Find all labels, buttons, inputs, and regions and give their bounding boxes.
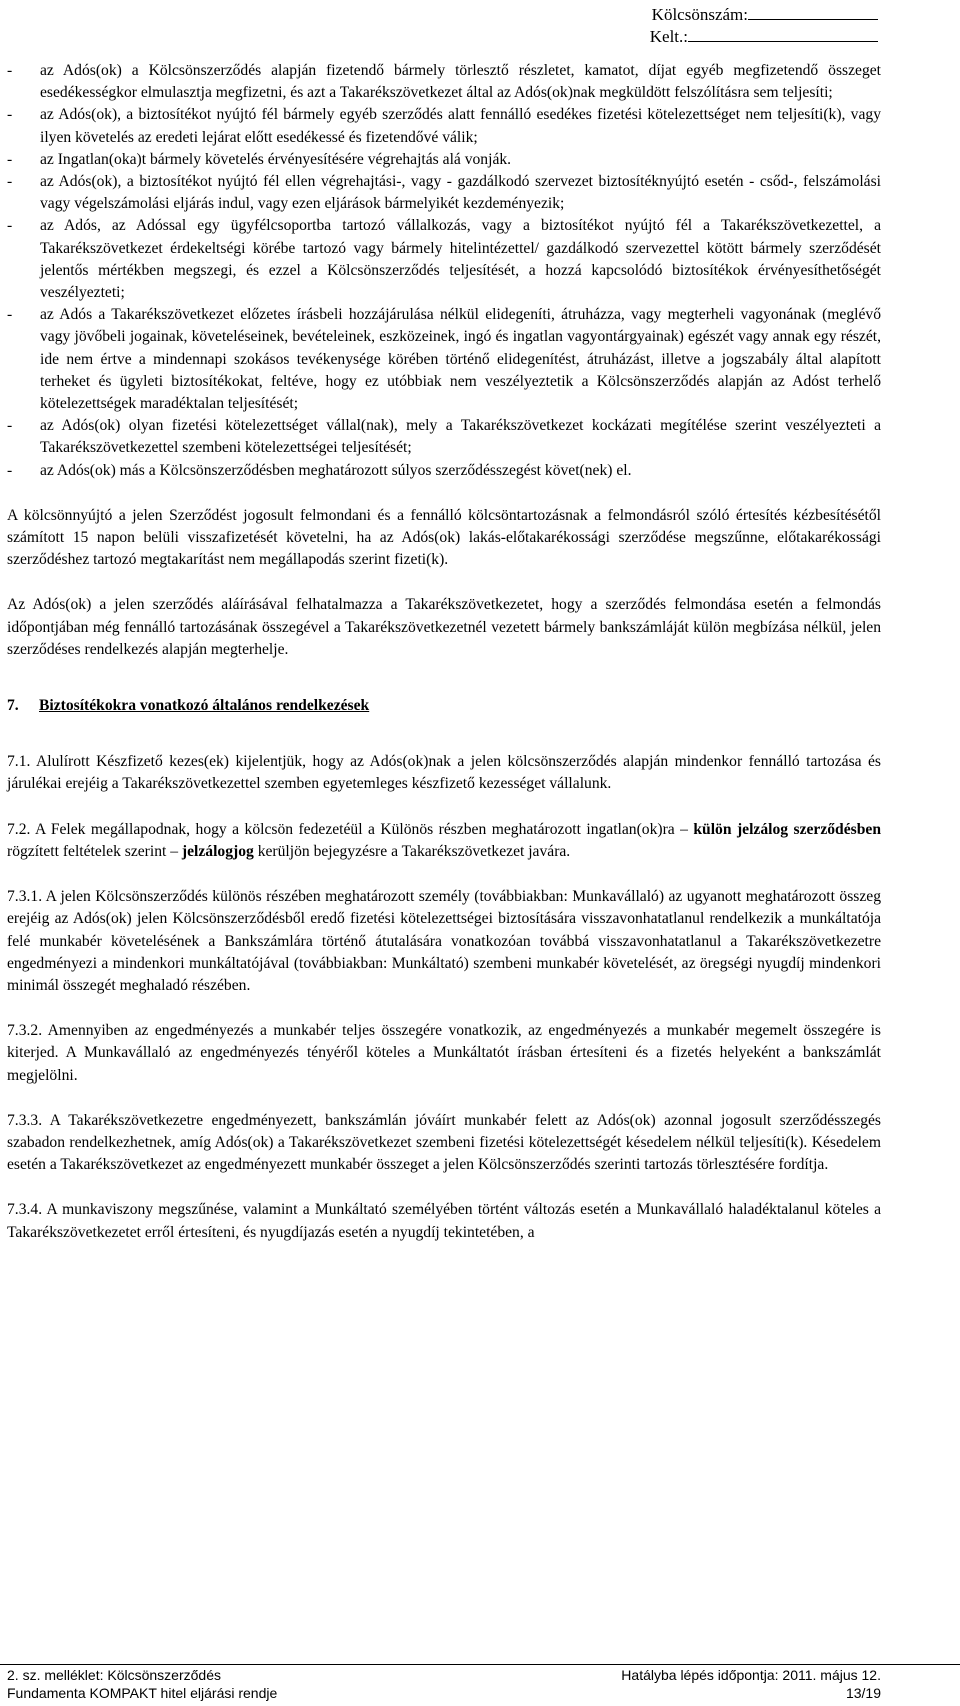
footer-document-title: Fundamenta KOMPAKT hitel eljárási rendje [7, 1685, 278, 1701]
paragraph-7-1: 7.1. Alulírott Készfizető kezes(ek) kijelentjük, hogy az Adós(ok)nak a jelen kölcsönszerződés alapján mindenkor fennálló tartozása és járulékai erejéig a Takarékszövetkezettel szemben egyetemleges készfizető kezességet vállalunk. [7, 753, 881, 793]
paragraph-7-3-2: 7.3.2. Amennyiben az engedményezés a munkabér teljes összegére vonatkozik, az engedményezés a munkabér megemelt összegére is kiterjed. A Munkavállaló az engedményezés tényéről köteles a Munkáltatót írásban értesíteni és a fizetés helyeként a bankszámlát megjelölni. [7, 1022, 881, 1084]
document-body [7, 60, 881, 1244]
footer-divider [0, 1664, 960, 1665]
section-number: 7. [7, 697, 19, 715]
list-item: - az Adós(ok) a Kölcsönszerződés alapján fizetendő bármely törlesztő részletet, kamatot, díjat egyéb megfizetendő összeget esedékességkor elmulasztja megfizetni, és azt a Takarékszövetkezet által az Adós(ok)nak megküldött felszólításra sem teljesíti; [7, 62, 881, 102]
footer-page-number: 13/19 [845, 1685, 881, 1701]
loan-number-blank[interactable] [748, 3, 878, 20]
paragraph-7-3-1: 7.3.1. A jelen Kölcsönszerződés különös részében meghatározott személy (továbbiakban: Munkavállaló) az ugyanott meghatározott összeg erejéig az Adós(ok) jelen Kölcsönszerződésből eredő fizetési kötelezettségei biztosítására visszavonhatatlanul rendelkezik a munkáltatója felé munkabér követelésének a Bankszámlára történő átutalására vonatkozóan továbbá visszavonhatatlanul a Takarékszövetkezetre engedményezi a mindenkori munkáltatójával (továbbiakban: Munkáltató) szembeni munkabér követelését, az öregségi nyugdíj mindenkori minimál összegét meghaladó részében. [7, 888, 881, 994]
footer-annex-label: 2. sz. melléklet: Kölcsönszerződés [7, 1667, 221, 1683]
paragraph-7-3-3: 7.3.3. A Takarékszövetkezetre engedményezett, bankszámlán jóváírt munkabér felett az Adós(ok) azonnal jogosult szerződésszegés szabadon rendelkezhetnek, amíg Adós(ok) a Takarékszövetkezet szembeni fizetési kötelezettségét késedelem nélkül teljesíti(k). Késedelem esetén a Takarékszövetkezet az engedményezett munkabér összeget a jelen Kölcsönszerződés szerinti tartozás törlesztésére fordítja. [7, 1111, 881, 1174]
list-item: - az Adós(ok), a biztosítékot nyújtó fél bármely egyéb szerződés alatt fennálló esedékes fizetési kötelezettséget nem teljesíti(k), vagy ilyen követelés az eredeti lejárat előtt esedékessé és fizetendővé válik; [7, 106, 881, 146]
loan-number-field [652, 3, 878, 25]
section-title: Biztosítékokra vonatkozó általános rendelkezések [39, 697, 370, 715]
termination-paragraph: A kölcsönnyújtó a jelen Szerződést jogosult felmondani és a fennálló kölcsöntartozásnak a felmondásról szóló értesítés kézbesítésétől számított 15 napon belüli visszafizetését követelni, ha az Adós(ok) lakás-előtakarékossági szerződése megszűnne, előtakarékossági szerződéshez tartozó megtakarítást nem megállapodás szerint fizeti(k). [7, 506, 881, 569]
date-field [650, 25, 878, 47]
list-item: - az Adós(ok) más a Kölcsönszerződésben meghatározott súlyos szerződésszegést követ(nek) el. [7, 461, 632, 479]
paragraph-7-2: 7.2. A Felek megállapodnak, hogy a kölcsön fedezetéül a Különös részben meghatározott ingatlan(ok)ra – külön jelzálog szerződésben rögzített feltételek szerint – jelzálogjog kerüljön bejegyzésre a Takarékszövetkezet javára. [7, 820, 881, 860]
list-item: - az Adós a Takarékszövetkezet előzetes írásbeli hozzájárulása nélkül elidegeníti, átruházza, vagy megterheli vagyonának (meglévő vagy jövőbeli jogainak, követeléseinek, bevételeinek, eszközeinek, ingó és ingatlan vagyontárgyainak) egészét vagy annak egy részét, ide nem értve a mindennapi szokásos tevékenysége körében történő elidegenítést, átruházást, illetve a jogszabály által alapított terheket és ügyleti biztosítékokat, feltéve, hogy ez utóbbiak nem veszélyeztetik a Kölcsönszerződés alapján az Adóst terhelő kötelezettségek maradéktalan teljesítését; [7, 306, 881, 413]
list-item: - az Adós, az Adóssal egy ügyfélcsoportba tartozó vállalkozás, vagy a biztosítékot nyújtó fél a Takarékszövetkezettel, a Takarékszövetkezet érdekeltségi körébe tartozó vagy bármely hitelintézettel/ gazdálkodó szervezettel kötött bármely szerződését jelentős mértékben megszegi, és ezzel a Kölcsönszerződés teljesítését, a hozzá kapcsolódó biztosítékok érvényesíthetőségét veszélyezteti; [7, 217, 881, 302]
list-item: - az Adós(ok), a biztosítékot nyújtó fél ellen végrehajtási-, vagy - gazdálkodó szervezet biztosítéknyújtó esetén - csőd-, felszámolási vagy végelszámolási eljárás indul, vagy ezen eljárások bármelyikét kezdeményezik; [7, 173, 881, 213]
paragraph-7-3-4: 7.3.4. A munkaviszony megszűnése, valamint a Munkáltató személyében történt változás esetén a Munkavállaló haladéktalanul köteles a Takarékszövetkezetet erről értesíteni, és nyugdíjazás esetén a nyugdíj tekintetében, a [7, 1201, 881, 1241]
section-heading [7, 695, 881, 717]
loan-number-label: Kölcsönszám: [651, 5, 748, 24]
page-footer [7, 1666, 881, 1702]
date-blank[interactable] [688, 25, 878, 42]
footer-effective-date: Hatályba lépés időpontja: 2011. május 12. [621, 1667, 881, 1683]
authorization-paragraph: Az Adós(ok) a jelen szerződés aláírásával felhatalmazza a Takarékszövetkezetet, hogy a szerződés felmondása esetén a felmondás időpontjában még fennálló tartozásának összegével a Takarékszövetkezetnél vezetett bármely bankszámláját külön megbízása nélkül, jelen szerződéses rendelkezés alapján megterhelje. [7, 596, 881, 658]
list-item: - az Adós(ok) olyan fizetési kötelezettséget vállal(nak), mely a Takarékszövetkezet kockázati megítélése szerint veszélyezteti a Takarékszövetkezettel szembeni kötelezettségei teljesítését; [7, 417, 881, 457]
list-item: - az Ingatlan(oka)t bármely követelés érvényesítésére végrehajtás alá vonják. [7, 150, 512, 168]
date-label: Kelt.: [649, 27, 688, 46]
